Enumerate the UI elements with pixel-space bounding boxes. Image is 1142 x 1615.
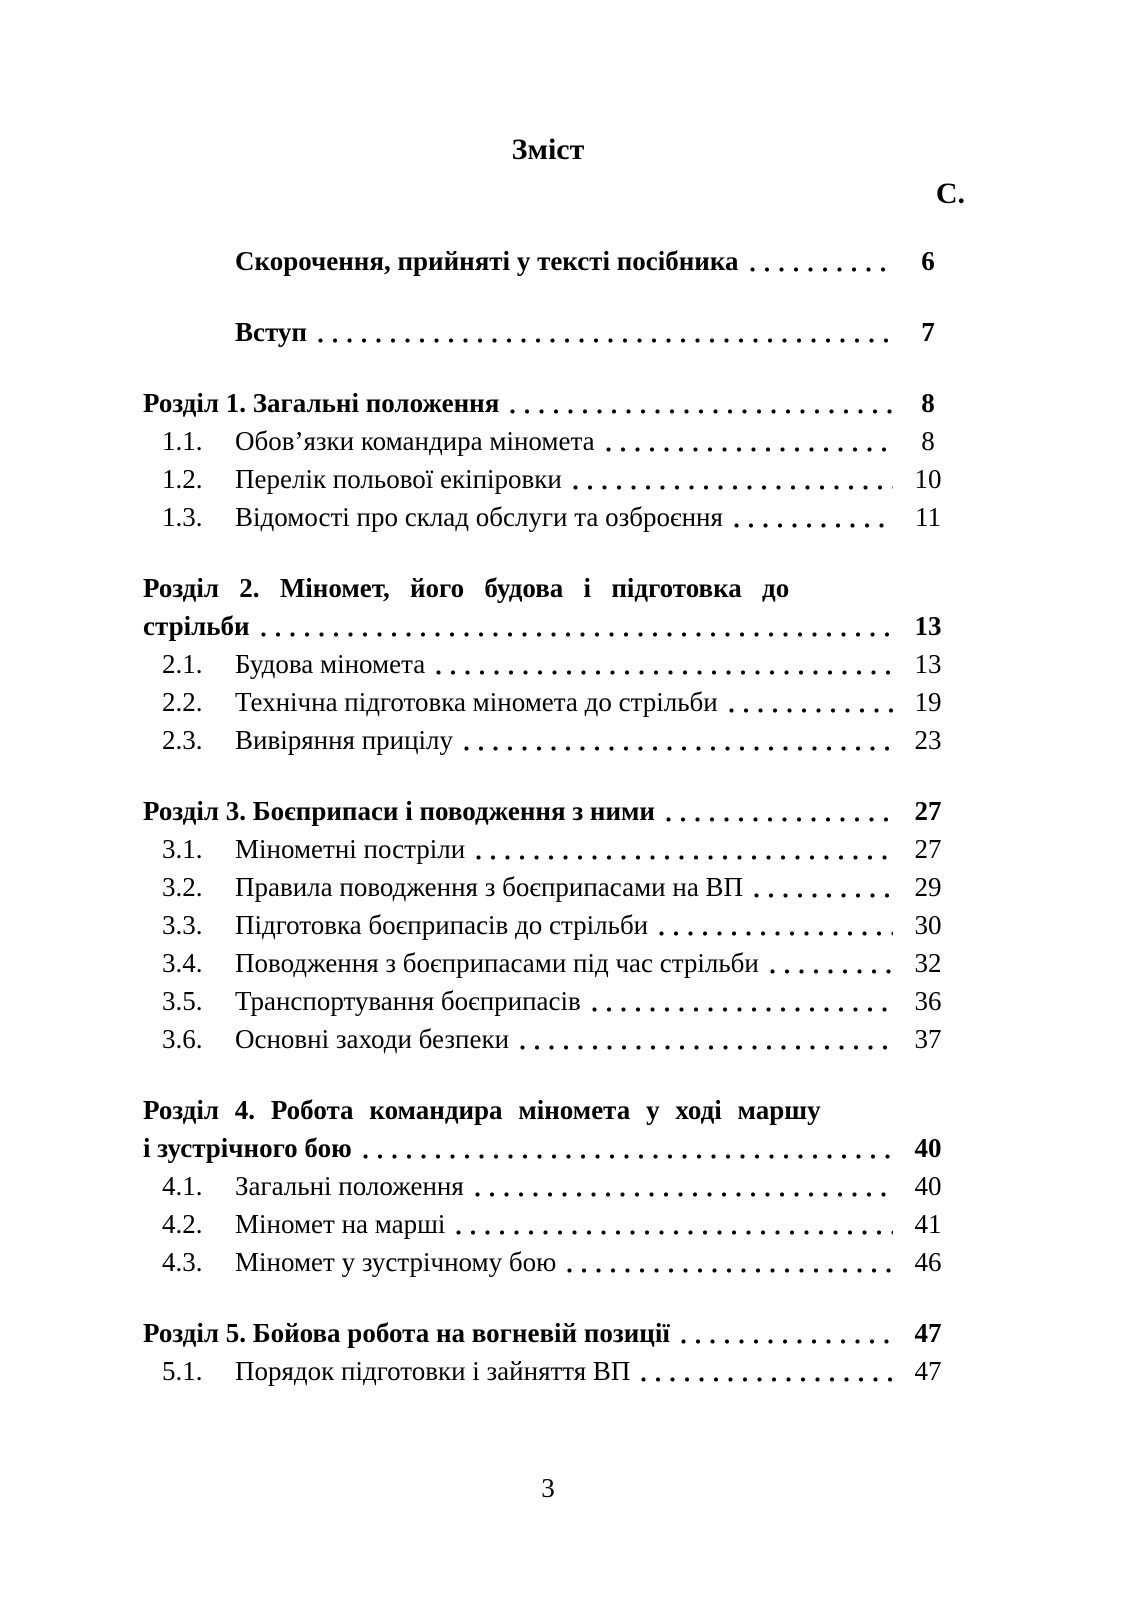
toc-row xyxy=(143,645,953,683)
toc-row xyxy=(143,1091,953,1129)
dot-leader xyxy=(565,1243,893,1281)
entry-number: 2.1. xyxy=(162,649,203,679)
dot-leader xyxy=(462,721,893,759)
dot-leader xyxy=(473,1167,893,1205)
entry-number: 5.1. xyxy=(162,1356,203,1386)
toc-row xyxy=(143,792,953,830)
dot-leader xyxy=(571,460,893,498)
toc-row xyxy=(143,906,953,944)
entry-page: 10 xyxy=(914,464,942,494)
dot-leader xyxy=(727,683,893,721)
entry-page: 36 xyxy=(914,986,942,1016)
entry-label: Поводження з боєприпасами під час стрільби xyxy=(235,948,759,978)
dot-leader xyxy=(732,498,893,536)
entry-number: 3.4. xyxy=(162,948,203,978)
dot-leader xyxy=(259,607,893,645)
toc-row xyxy=(143,944,953,982)
dot-leader xyxy=(316,313,893,351)
entry-number: 4.3. xyxy=(162,1247,203,1277)
entry-label: Розділ 5. Бойова робота на вогневій позиції xyxy=(143,1318,670,1348)
entry-label: Скорочення, прийняті у тексті посібника xyxy=(235,246,739,276)
dot-leader xyxy=(664,792,893,830)
toc-row xyxy=(143,1020,953,1058)
toc-row xyxy=(143,242,953,280)
entry-page: 32 xyxy=(914,948,942,978)
entry-label: Розділ 4. Робота командира міномета у ході маршу xyxy=(143,1095,821,1125)
entry-page: 6 xyxy=(921,246,935,276)
dot-leader xyxy=(604,422,893,460)
toc-row xyxy=(143,982,953,1020)
entry-label: стрільби xyxy=(143,611,250,641)
toc-row xyxy=(143,1129,953,1167)
entry-label: Основні заходи безпеки xyxy=(235,1024,510,1054)
entry-page: 47 xyxy=(914,1318,942,1348)
entry-number: 2.3. xyxy=(162,725,203,755)
toc-row xyxy=(143,569,953,607)
dot-leader xyxy=(454,1205,893,1243)
dot-leader xyxy=(508,384,893,422)
entry-number: 3.3. xyxy=(162,910,203,940)
entry-number: 4.1. xyxy=(162,1171,203,1201)
entry-label: Технічна підготовка міномета до стрільби xyxy=(235,687,718,717)
entry-label: Перелік польової екіпіровки xyxy=(235,464,562,494)
entry-label: і зустрічного бою xyxy=(143,1133,352,1163)
toc-row xyxy=(143,313,953,351)
toc-row xyxy=(143,830,953,868)
dot-leader xyxy=(361,1129,893,1167)
entry-label: Загальні положення xyxy=(235,1171,464,1201)
entry-label: Транспортування боєприпасів xyxy=(235,986,581,1016)
entry-number: 3.2. xyxy=(162,872,203,902)
toc-row xyxy=(143,1243,953,1281)
dot-leader xyxy=(434,645,893,683)
entry-page: 46 xyxy=(914,1247,942,1277)
toc-row xyxy=(143,422,953,460)
page-title: Зміст xyxy=(511,133,585,166)
entry-page: 47 xyxy=(914,1356,942,1386)
entry-page: 27 xyxy=(914,796,942,826)
entry-number: 4.2. xyxy=(162,1209,203,1239)
entry-page: 41 xyxy=(914,1209,942,1239)
entry-page: 27 xyxy=(914,834,942,864)
entry-page: 7 xyxy=(921,317,935,347)
entry-page: 29 xyxy=(914,872,942,902)
toc-row xyxy=(143,607,953,645)
dot-leader xyxy=(752,868,893,906)
dot-leader xyxy=(657,906,893,944)
toc-row xyxy=(143,384,953,422)
entry-page: 37 xyxy=(914,1024,942,1054)
entry-label: Порядок підготовки і зайняття ВП xyxy=(235,1356,631,1386)
entry-number: 3.5. xyxy=(162,986,203,1016)
entry-label: Будова міномета xyxy=(235,649,426,679)
dot-leader xyxy=(474,830,893,868)
dot-leader xyxy=(679,1314,893,1352)
dot-leader xyxy=(639,1352,893,1390)
entry-page: 30 xyxy=(914,910,942,940)
entry-label: Правила поводження з боєприпасами на ВП xyxy=(235,872,744,902)
toc-row xyxy=(143,1205,953,1243)
dot-leader xyxy=(518,1020,893,1058)
toc-row xyxy=(143,868,953,906)
entry-label: Вивіряння прицілу xyxy=(235,725,454,755)
entry-page: 13 xyxy=(914,649,942,679)
entry-label: Міномет у зустрічному бою xyxy=(235,1247,557,1277)
entry-number: 1.2. xyxy=(162,464,203,494)
dot-leader xyxy=(768,944,893,982)
entry-page: 8 xyxy=(921,426,935,456)
entry-page: 11 xyxy=(915,502,941,532)
entry-label: Підготовка боєприпасів до стрільби xyxy=(235,910,649,940)
page-column-header: С. xyxy=(935,177,965,210)
footer-page-number: 3 xyxy=(541,1473,555,1503)
entry-page: 13 xyxy=(914,611,942,641)
toc-row xyxy=(143,683,953,721)
entry-label: Розділ 3. Боєприпаси і поводження з ними xyxy=(143,796,655,826)
entry-page: 40 xyxy=(914,1171,942,1201)
entry-label: Міномет на марші xyxy=(235,1209,446,1239)
entry-page: 23 xyxy=(914,725,942,755)
toc-rows xyxy=(143,242,953,1390)
toc-content xyxy=(143,130,965,1390)
entry-label: Мінометні постріли xyxy=(235,834,466,864)
dot-leader xyxy=(748,242,894,280)
entry-number: 3.6. xyxy=(162,1024,203,1054)
entry-page: 8 xyxy=(921,388,935,418)
toc-row xyxy=(143,1167,953,1205)
entry-page: 40 xyxy=(914,1133,942,1163)
toc-row xyxy=(143,721,953,759)
entry-number: 1.3. xyxy=(162,502,203,532)
entry-label: Обов’язки командира міномета xyxy=(235,426,595,456)
dot-leader xyxy=(590,982,893,1020)
toc-row xyxy=(143,498,953,536)
entry-label: Вступ xyxy=(235,317,307,347)
entry-label: Відомості про склад обслуги та озброєння xyxy=(235,502,723,532)
toc-row xyxy=(143,1352,953,1390)
entry-number: 1.1. xyxy=(162,426,203,456)
entry-number: 2.2. xyxy=(162,687,203,717)
entry-number: 3.1. xyxy=(162,834,203,864)
entry-label: Розділ 1. Загальні положення xyxy=(143,388,500,418)
toc-row xyxy=(143,460,953,498)
entry-page: 19 xyxy=(914,687,942,717)
toc-row xyxy=(143,1314,953,1352)
entry-label: Розділ 2. Міномет, його будова і підготовка до xyxy=(143,573,790,603)
